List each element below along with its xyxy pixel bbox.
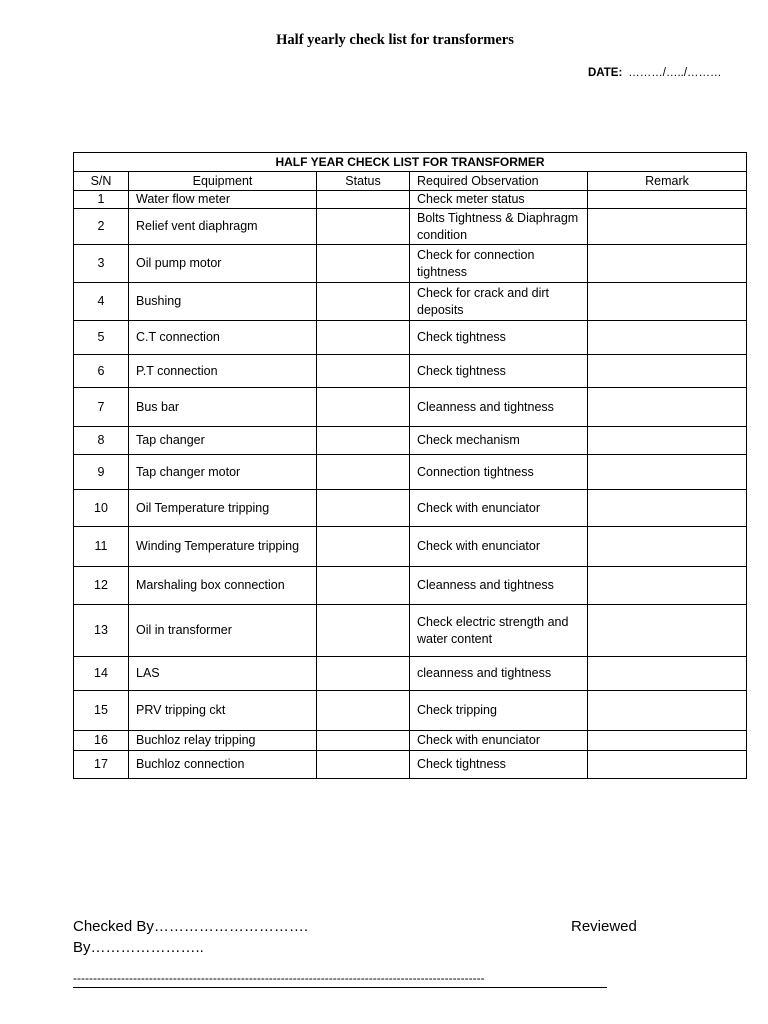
cell-sn: 8: [74, 427, 129, 455]
cell-equipment: Winding Temperature tripping: [129, 527, 317, 567]
document-title: Half yearly check list for transformers: [276, 32, 514, 48]
cell-status[interactable]: [317, 657, 410, 691]
cell-status[interactable]: [317, 427, 410, 455]
table-row: [74, 355, 747, 388]
cell-equipment: Tap changer motor: [129, 455, 317, 490]
cell-observation: Check tightness: [410, 321, 588, 355]
cell-status[interactable]: [317, 455, 410, 490]
table-row: [74, 283, 747, 321]
cell-equipment: Relief vent diaphragm: [129, 209, 317, 245]
cell-sn: 14: [74, 657, 129, 691]
header-observation: Required Observation: [410, 172, 588, 191]
cell-observation: Check for connection tightness: [410, 245, 588, 283]
cell-remark[interactable]: [588, 427, 747, 455]
cell-status[interactable]: [317, 731, 410, 751]
cell-sn: 4: [74, 283, 129, 321]
cell-status[interactable]: [317, 567, 410, 605]
table-title-row: [74, 153, 747, 172]
cell-equipment: Marshaling box connection: [129, 567, 317, 605]
table-row: [74, 388, 747, 427]
cell-remark[interactable]: [588, 245, 747, 283]
cell-observation: Cleanness and tightness: [410, 388, 588, 427]
cell-observation: cleanness and tightness: [410, 657, 588, 691]
checklist-table: [73, 152, 747, 779]
cell-sn: 13: [74, 605, 129, 657]
cell-observation: Cleanness and tightness: [410, 567, 588, 605]
cell-equipment: P.T connection: [129, 355, 317, 388]
cell-sn: 11: [74, 527, 129, 567]
table-row: [74, 691, 747, 731]
table-row: [74, 731, 747, 751]
cell-observation: Check tightness: [410, 355, 588, 388]
cell-observation: Bolts Tightness & Diaphragm condition: [410, 209, 588, 245]
cell-observation: Check electric strength and water content: [410, 605, 588, 657]
cell-observation: Check meter status: [410, 191, 588, 209]
cell-remark[interactable]: [588, 209, 747, 245]
cell-equipment: Oil pump motor: [129, 245, 317, 283]
checked-by-field: Checked By………………………….: [73, 918, 309, 935]
cell-remark[interactable]: [588, 388, 747, 427]
table-row: [74, 209, 747, 245]
cell-remark[interactable]: [588, 605, 747, 657]
table-row: [74, 245, 747, 283]
cell-observation: Check tightness: [410, 751, 588, 779]
cell-equipment: Bus bar: [129, 388, 317, 427]
cell-equipment: Tap changer: [129, 427, 317, 455]
cell-sn: 12: [74, 567, 129, 605]
cell-remark[interactable]: [588, 283, 747, 321]
cell-remark[interactable]: [588, 567, 747, 605]
cell-equipment: Buchloz connection: [129, 751, 317, 779]
cell-status[interactable]: [317, 527, 410, 567]
table-header-row: [74, 172, 747, 191]
cell-observation: Check for crack and dirt deposits: [410, 283, 588, 321]
cell-observation: Connection tightness: [410, 455, 588, 490]
cell-equipment: C.T connection: [129, 321, 317, 355]
cell-status[interactable]: [317, 691, 410, 731]
cell-status[interactable]: [317, 245, 410, 283]
header-remark: Remark: [588, 172, 747, 191]
table-row: [74, 191, 747, 209]
cell-status[interactable]: [317, 321, 410, 355]
cell-observation: Check with enunciator: [410, 527, 588, 567]
cell-status[interactable]: [317, 490, 410, 527]
cell-equipment: Oil in transformer: [129, 605, 317, 657]
cell-observation: Check mechanism: [410, 427, 588, 455]
cell-remark[interactable]: [588, 691, 747, 731]
cell-remark[interactable]: [588, 191, 747, 209]
cell-equipment: Bushing: [129, 283, 317, 321]
cell-status[interactable]: [317, 355, 410, 388]
cell-observation: Check with enunciator: [410, 490, 588, 527]
cell-equipment: PRV tripping ckt: [129, 691, 317, 731]
cell-equipment: Oil Temperature tripping: [129, 490, 317, 527]
cell-sn: 10: [74, 490, 129, 527]
table-row: [74, 455, 747, 490]
cell-sn: 15: [74, 691, 129, 731]
date-label: DATE:: [588, 67, 623, 79]
table-row: [74, 490, 747, 527]
cell-remark[interactable]: [588, 355, 747, 388]
cell-equipment: Water flow meter: [129, 191, 317, 209]
table-row: [74, 657, 747, 691]
cell-equipment: LAS: [129, 657, 317, 691]
table-row: [74, 751, 747, 779]
table-row: [74, 527, 747, 567]
date-value: ………/…../………: [628, 67, 722, 79]
cell-remark[interactable]: [588, 751, 747, 779]
table-row: [74, 605, 747, 657]
cell-remark[interactable]: [588, 657, 747, 691]
cell-remark[interactable]: [588, 455, 747, 490]
cell-sn: 6: [74, 355, 129, 388]
reviewed-label: Reviewed: [571, 918, 637, 935]
cell-equipment: Buchloz relay tripping: [129, 731, 317, 751]
cell-remark[interactable]: [588, 731, 747, 751]
cell-status[interactable]: [317, 388, 410, 427]
header-equipment: Equipment: [129, 172, 317, 191]
cell-sn: 2: [74, 209, 129, 245]
table-row: [74, 567, 747, 605]
cell-sn: 3: [74, 245, 129, 283]
cell-status[interactable]: [317, 191, 410, 209]
signature-block: [73, 916, 653, 958]
cell-remark[interactable]: [588, 321, 747, 355]
cell-status[interactable]: [317, 751, 410, 779]
cell-sn: 5: [74, 321, 129, 355]
date-field: [588, 67, 722, 79]
cell-sn: 17: [74, 751, 129, 779]
cell-observation: Check with enunciator: [410, 731, 588, 751]
dashed-separator: -------------------------------------------------------------------------------------------------------: [73, 970, 607, 988]
cell-remark[interactable]: [588, 490, 747, 527]
cell-remark[interactable]: [588, 527, 747, 567]
header-status: Status: [317, 172, 410, 191]
cell-status[interactable]: [317, 209, 410, 245]
cell-sn: 1: [74, 191, 129, 209]
cell-sn: 7: [74, 388, 129, 427]
cell-status[interactable]: [317, 283, 410, 321]
table-row: [74, 427, 747, 455]
cell-observation: Check tripping: [410, 691, 588, 731]
header-sn: S/N: [74, 172, 129, 191]
table-row: [74, 321, 747, 355]
table-title: HALF YEAR CHECK LIST FOR TRANSFORMER: [74, 153, 747, 172]
cell-sn: 9: [74, 455, 129, 490]
cell-status[interactable]: [317, 605, 410, 657]
cell-sn: 16: [74, 731, 129, 751]
reviewed-by-field: By…………………..: [73, 939, 204, 956]
